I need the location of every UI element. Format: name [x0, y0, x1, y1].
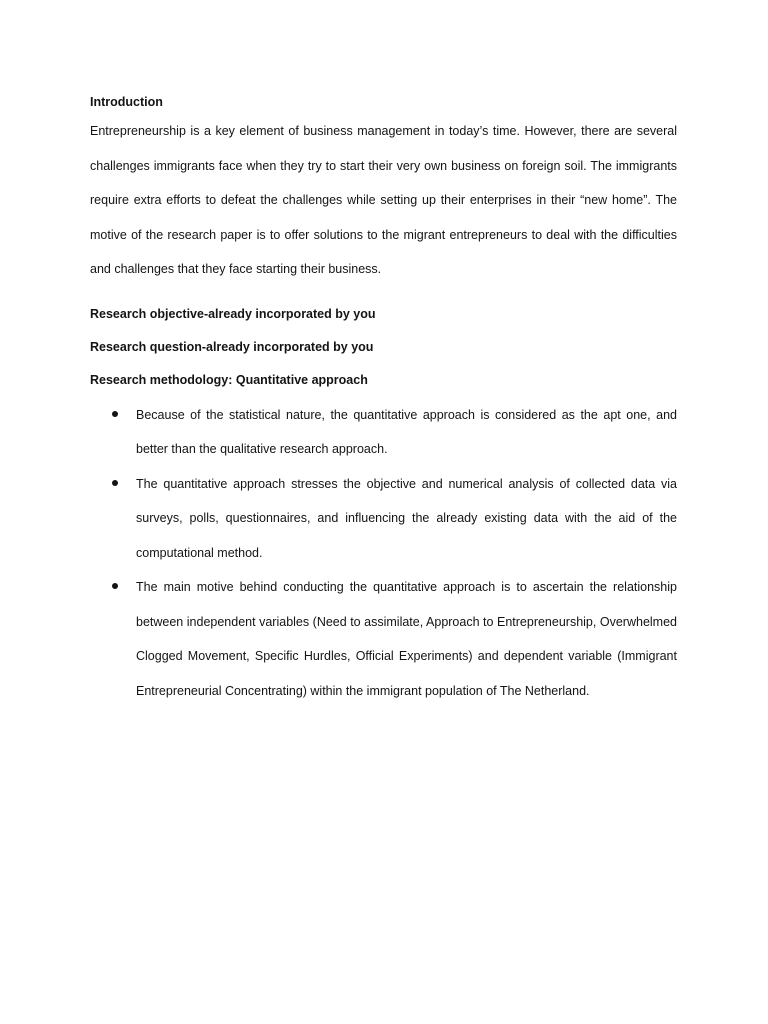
- subheading-research-question: Research question-already incorporated by you: [90, 339, 374, 354]
- subheading-research-methodology: Research methodology: Quantitative approach: [90, 372, 368, 387]
- document-body: [90, 92, 677, 708]
- bullet-item: [90, 570, 677, 708]
- bullet-text: The main motive behind conducting the quantitative approach is to ascertain the relationship between independent variables (Need to assimilate, Approach to Entrepreneurship, Overwhelmed Clogged Movement, Specific Hurdles, Official Experiments) and dependent variable (Immigrant Entrepreneurial Concentrating) within the immigrant population of The Netherland.: [136, 580, 677, 698]
- intro-paragraph: Entrepreneurship is a key element of business management in today’s time. However, there are several challenges immigrants face when they try to start their very own business on foreign soil. The immigrants require extra efforts to defeat the challenges while setting up their enterprises in their “new home”. The motive of the research paper is to offer solutions to the migrant entrepreneurs to deal with the difficulties and challenges that they face starting their business.: [90, 124, 677, 276]
- methodology-bullet-list: [90, 398, 677, 709]
- bullet-text: Because of the statistical nature, the quantitative approach is considered as the apt one, and better than the qualitative research approach.: [136, 407, 677, 456]
- bullet-dot-icon: [112, 411, 118, 417]
- subheading-research-objective: Research objective-already incorporated by you: [90, 306, 376, 321]
- section-heading-introduction: Introduction: [90, 95, 163, 109]
- bullet-dot-icon: [112, 480, 118, 486]
- bullet-dot-icon: [112, 583, 118, 589]
- bullet-text: The quantitative approach stresses the objective and numerical analysis of collected data via surveys, polls, questionnaires, and influencing the already existing data with the aid of the computational method.: [136, 476, 677, 560]
- bullet-item: [90, 398, 677, 467]
- bullet-item: [90, 467, 677, 571]
